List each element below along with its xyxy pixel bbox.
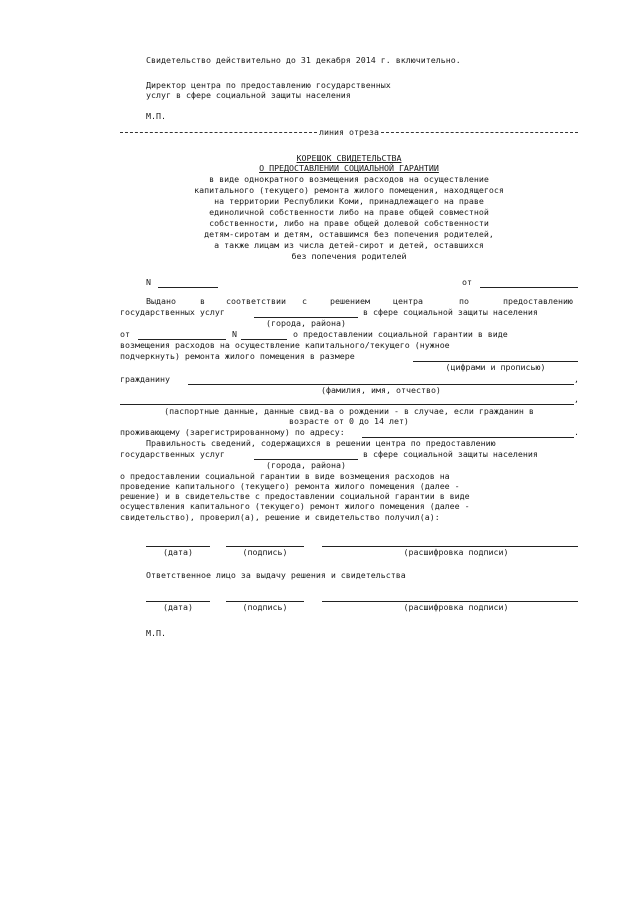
residence-period: . bbox=[574, 427, 579, 437]
issued-word-2: в bbox=[200, 296, 205, 306]
title-line-1: КОРЕШОК СВИДЕТЕЛЬСТВА bbox=[296, 153, 402, 163]
number-field[interactable] bbox=[158, 287, 218, 288]
issued-city-caption: (города, района) bbox=[266, 318, 346, 328]
correctness-line2-left: государственных услуг bbox=[120, 449, 225, 459]
correctness-p4: осуществления капитального (текущего) ремонт жилого помещения (далее - bbox=[120, 501, 470, 511]
sig2-decode-caption: (расшифровка подписи) bbox=[403, 602, 509, 612]
sig2-date-caption: (дата) bbox=[163, 602, 193, 612]
issued-word-3: соответствии bbox=[226, 296, 286, 306]
director-line-2: услуг в сфере социальной защиты населения bbox=[146, 90, 351, 100]
responsible-person: Ответственное лицо за выдачу решения и свидетельства bbox=[146, 570, 406, 580]
cut-line-dash-left bbox=[120, 132, 317, 133]
citizen-comma: , bbox=[574, 374, 579, 384]
cut-line bbox=[120, 127, 578, 137]
number-label: N bbox=[146, 277, 151, 287]
correctness-p5: свидетельство), проверил(а), решение и свидетельство получил(а): bbox=[120, 512, 440, 522]
issued-line5-left: подчеркнуть) ремонта жилого помещения в размере bbox=[120, 351, 355, 361]
sig1-sign-caption: (подпись) bbox=[242, 547, 288, 557]
residence-label: проживающему (зарегистрированному) по адресу: bbox=[120, 427, 345, 437]
issued-line4: возмещения расходов на осуществление капитального/текущего (нужное bbox=[120, 340, 450, 350]
validity-text: Свидетельство действительно до 31 декабря 2014 г. включительно. bbox=[146, 55, 461, 65]
correctness-p3: решение) и в свидетельстве с предоставлении социальной гарантии в виде bbox=[120, 491, 470, 501]
stamp-mark-bottom: М.П. bbox=[146, 628, 166, 638]
title-sub-3: на территории Республики Коми, принадлежащего на праве bbox=[214, 196, 484, 206]
amount-caption: (цифрами и прописью) bbox=[445, 362, 546, 372]
title-sub-1: в виде однократного возмещения расходов на осуществление bbox=[209, 174, 489, 184]
passport-comma: , bbox=[574, 394, 579, 404]
title-sub-6: детям-сиротам и детям, оставшимся без попечения родителей, bbox=[204, 229, 494, 239]
title-sub-8: без попечения родителей bbox=[291, 251, 407, 261]
issued-line2-left: государственных услуг bbox=[120, 307, 225, 317]
issued-word-8: предоставлению bbox=[503, 296, 573, 306]
title-sub-4: единоличной собственности либо на праве общей совместной bbox=[209, 207, 489, 217]
title-sub-2: капитального (текущего) ремонта жилого помещения, находящегося bbox=[194, 185, 504, 195]
passport-caption-1: (паспортные данные, данные свид-ва о рождении - в случае, если гражданин в bbox=[164, 406, 534, 416]
sig1-decode-caption: (расшифровка подписи) bbox=[403, 547, 509, 557]
issued-word-7: по bbox=[459, 296, 469, 306]
director-line-1: Директор центра по предоставлению государственных bbox=[146, 80, 391, 90]
correctness-p2: проведение капитального (текущего) ремонта жилого помещения (далее - bbox=[120, 481, 460, 491]
issued-line2-right: в сфере социальной защиты населения bbox=[363, 307, 538, 317]
correctness-line-1: Правильность сведений, содержащихся в решении центра по предоставлению bbox=[146, 438, 496, 448]
title-sub-7: а также лицам из числа детей-сирот и детей, оставшихся bbox=[214, 240, 484, 250]
from-label: от bbox=[462, 277, 472, 287]
citizen-label: гражданину bbox=[120, 374, 170, 384]
issued-word-1: Выдано bbox=[146, 296, 176, 306]
issued-line3-from: от bbox=[120, 329, 130, 339]
correctness-line2-right: в сфере социальной защиты населения bbox=[363, 449, 538, 459]
sig2-sign-caption: (подпись) bbox=[242, 602, 288, 612]
cut-line-label: линия отреза bbox=[319, 126, 379, 137]
passport-caption-2: возрасте от 0 до 14 лет) bbox=[289, 416, 409, 426]
date-field[interactable] bbox=[480, 287, 578, 288]
citizen-name-caption: (фамилия, имя, отчество) bbox=[321, 385, 441, 395]
title-sub-5: собственности, либо на праве общей долевой собственности bbox=[209, 218, 489, 228]
issued-line3-rest: о предоставлении социальной гарантии в виде bbox=[293, 329, 508, 339]
issued-line3-n: N bbox=[232, 329, 237, 339]
title-line-2: О ПРЕДОСТАВЛЕНИИ СОЦИАЛЬНОЙ ГАРАНТИИ bbox=[259, 163, 439, 173]
cut-line-dash-right bbox=[381, 132, 578, 133]
issued-word-6: центра bbox=[393, 296, 423, 306]
passport-field[interactable] bbox=[120, 404, 574, 405]
correctness-city-caption: (города, района) bbox=[266, 460, 346, 470]
correctness-p1: о предоставлении социальной гарантии в виде возмещения расходов на bbox=[120, 471, 450, 481]
stamp-mark-top: М.П. bbox=[146, 111, 166, 121]
issued-word-5: решением bbox=[330, 296, 370, 306]
issued-word-4: с bbox=[302, 296, 307, 306]
sig1-date-caption: (дата) bbox=[163, 547, 193, 557]
